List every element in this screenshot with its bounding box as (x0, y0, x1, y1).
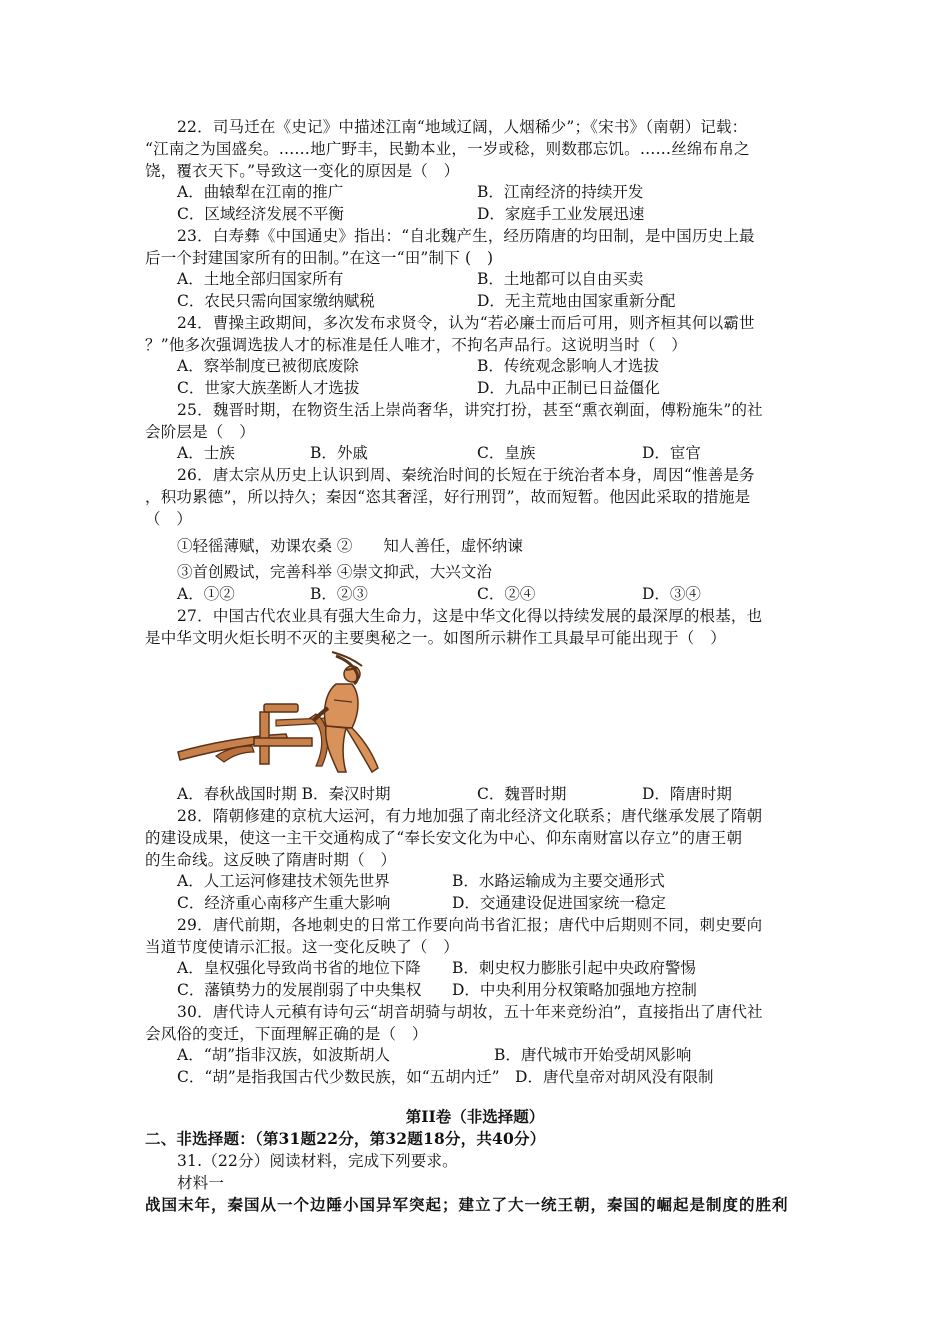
q30-option-a: A．“胡”指非汉族，如波斯胡人 (177, 1046, 391, 1064)
q29-option-b: B．刺史权力膨胀引起中央政府警惕 (452, 959, 696, 977)
q24-option-c: C．世家大族垄断人才选拔 (177, 379, 360, 397)
question-28-stem-line: 的建设成果，使这一主干交通构成了“奉长安文化为中心、仰东南财富以存立”的唐王朝 (145, 829, 743, 847)
q26-option-b: B．②③ (310, 585, 368, 603)
plowing-farmer-illustration (176, 648, 380, 776)
q29-option-d: D．中央利用分权策略加强地方控制 (452, 981, 697, 999)
q28-option-d: D．交通建设促进国家统一稳定 (452, 894, 666, 912)
question-22-stem-line: 饶，覆衣天下。”导致这一变化的原因是（ ） (145, 162, 460, 180)
part-2-title: 第II卷（非选择题） (405, 1107, 545, 1126)
question-24-stem-line: ？”他多次强调选拔人才的标准是任人唯才，不拘名声品行。这说明当时（ ） (145, 336, 687, 354)
q26-statement-line: ③首创殿试，完善科举 ④崇文抑武，大兴文治 (177, 563, 492, 581)
question-30-stem: 30．唐代诗人元稹有诗句云“胡音胡骑与胡妆，五十年来竞纷泊”，直接指出了唐代社 (177, 1003, 763, 1021)
question-27-stem: 27．中国古代农业具有强大生命力，这是中华文化得以持续发展的最深厚的根基，也 (177, 607, 763, 625)
question-26-stem: 26．唐太宗从历史上认识到周、秦统治时间的长短在于统治者本身，周因“惟善是务 (177, 466, 755, 484)
q29-option-c: C．藩镇势力的发展削弱了中央集权 (177, 981, 422, 999)
q22-option-c: C．区域经济发展不平衡 (177, 205, 344, 223)
question-31-stem: 31.（22分）阅读材料，完成下列要求。 (177, 1152, 458, 1170)
q28-option-a: A．人工运河修建技术领先世界 (177, 872, 390, 890)
q23-option-a: A．土地全部归国家所有 (177, 270, 344, 288)
material-text: 战国末年，秦国从一个边陲小国异军突起；建立了大一统王朝，秦国的崛起是制度的胜利 (145, 1195, 789, 1214)
question-23-stem-line: 后一个封建国家所有的田制。”在这一“田”制下 ( ) (145, 249, 494, 267)
question-26-stem-line: （ ） (145, 510, 193, 528)
question-23-stem: 23．白寿彝《中国通史》指出：“自北魏产生，经历隋唐的均田制，是中国历史上最 (177, 227, 755, 245)
q27-option-d: D．隋唐时期 (642, 785, 732, 803)
q24-option-d: D．九品中正制已日益僵化 (477, 379, 660, 397)
question-26-stem-line: ，积功累德”，所以持久；秦因“恣其奢淫，好行刑罚”，故而短暂。他因此采取的措施是 (145, 488, 751, 506)
q23-option-c: C．农民只需向国家缴纳赋税 (177, 292, 375, 310)
q25-option-b: B．外戚 (310, 444, 368, 462)
section-heading: 二、非选择题：（第31题22分，第32题18分，共40分） (145, 1129, 546, 1148)
q26-option-c: C．②④ (477, 585, 536, 603)
q30-option-b: B．唐代城市开始受胡风影响 (494, 1046, 692, 1064)
question-25-stem-line: 会阶层是（ ） (145, 423, 255, 441)
q26-option-a: A．①② (177, 585, 235, 603)
question-28-stem: 28．隋朝修建的京杭大运河，有力地加强了南北经济文化联系；唐代继承发展了隋朝 (177, 807, 763, 825)
q23-option-b: B．土地都可以自由买卖 (477, 270, 644, 288)
q26-option-d: D．③④ (642, 585, 701, 603)
q28-option-b: B．水路运输成为主要交通形式 (452, 872, 665, 890)
q27-option-ab: A．春秋战国时期 B．秦汉时期 (177, 785, 391, 803)
q27-option-c: C．魏晋时期 (477, 785, 567, 803)
question-28-stem-line: 的生命线。这反映了隋唐时期（ ） (145, 851, 397, 869)
q24-option-a: A．察举制度已被彻底废除 (177, 357, 359, 375)
q22-option-a: A．曲辕犁在江南的推广 (177, 183, 344, 201)
question-29-stem: 29．唐代前期，各地刺史的日常工作要向尚书省汇报；唐代中后期则不同，刺史要向 (177, 916, 763, 934)
q28-option-c: C．经济重心南移产生重大影响 (177, 894, 391, 912)
question-25-stem: 25．魏晋时期，在物资生活上崇尚奢华，讲究打扮，甚至“熏衣剃面，傅粉施朱”的社 (177, 401, 763, 419)
q23-option-d: D．无主荒地由国家重新分配 (477, 292, 676, 310)
q22-option-b: B．江南经济的持续开发 (477, 183, 644, 201)
question-30-stem-line: 会风俗的变迁，下面理解正确的是（ ） (145, 1025, 428, 1043)
q24-option-b: B．传统观念影响人才选拔 (477, 357, 659, 375)
question-24-stem: 24．曹操主政期间，多次发布求贤令，认为“若必廉士而后可用，则齐桓其何以霸世 (177, 314, 755, 332)
question-27-stem-line: 是中华文明火炬长明不灭的主要奥秘之一。如图所示耕作工具最早可能出现于（ ） (145, 629, 726, 647)
q29-option-a: A．皇权强化导致尚书省的地位下降 (177, 959, 421, 977)
question-29-stem-line: 当道节度使请示汇报。这一变化反映了（ ） (145, 938, 460, 956)
material-label: 材料一 (177, 1174, 225, 1192)
question-22-stem-line: “江南之为国盛矣。……地广野丰，民勤本业，一岁或稔，则数郡忘饥。……丝绵布帛之 (145, 140, 750, 158)
q25-option-a: A．士族 (177, 444, 235, 462)
q25-option-d: D．宦官 (642, 444, 701, 462)
question-22-stem: 22．司马迁在《史记》中描述江南“地域辽阔，人烟稀少”；《宋书》（南朝）记载： (177, 118, 748, 136)
q25-option-c: C．皇族 (477, 444, 536, 462)
q22-option-d: D．家庭手工业发展迅速 (477, 205, 645, 223)
q30-option-cd: C．“胡”是指我国古代少数民族，如“五胡内迁” D．唐代皇帝对胡风没有限制 (177, 1068, 714, 1086)
q26-statement-line: ①轻徭薄赋，劝课农桑 ② 知人善任，虚怀纳谏 (177, 537, 523, 555)
